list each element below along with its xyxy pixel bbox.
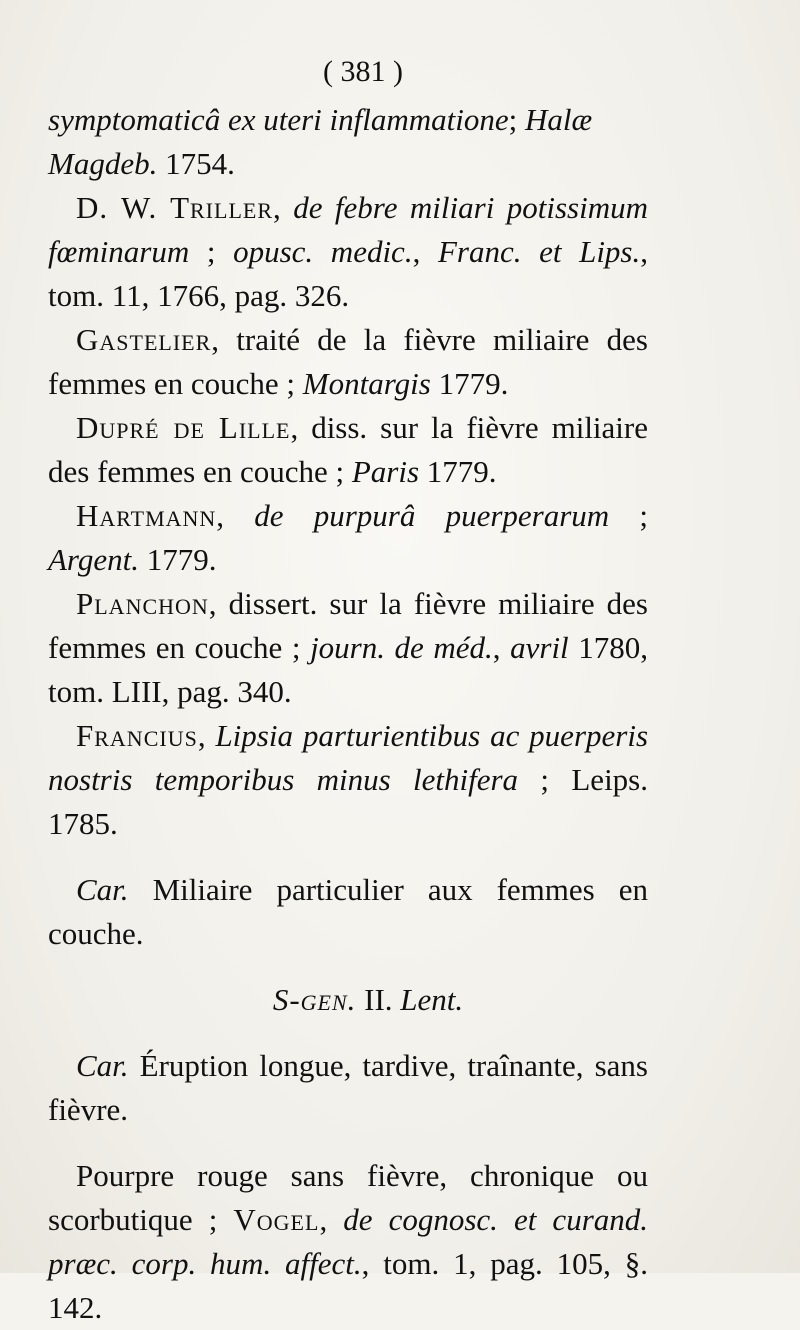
subgenus-label: S-gen. [272,982,357,1017]
character-paragraph: Car. Éruption longue, tardive, traînante, sans fièvre. [48,1048,648,1127]
place-text: Franc. et Lips. [437,234,641,269]
car-label: Car. [76,872,129,907]
place-text: Paris [351,454,420,489]
author-name: Gastelier [76,322,212,357]
place-text: Montargis [302,366,431,401]
character-paragraph: Car. Miliaire particulier aux femmes en couche. [48,872,648,951]
text-block [48,50,648,1330]
title-text: de febre miliari potissimum fœminarum [48,190,649,269]
spacer [48,846,648,868]
entry-planchon: Planchon, dissert. sur la fièvre miliaire des femmes en couche ; journ. de méd., avril 1780, tom. LIII, pag. 340. [48,586,649,709]
author-name: Planchon [76,586,209,621]
author-name: Francius [76,718,198,753]
subgenus-name: Lent. [400,982,464,1017]
author-name: Vogel [233,1202,320,1237]
title-text: de cognosc. et curand. præc. corp. hum. affect. [48,1202,649,1281]
spacer [48,1022,648,1044]
place-text: Halæ [525,102,593,137]
year-text: 1754. [157,146,235,181]
citation-text: , tom. 11, 1766, pag. 326. [48,234,648,313]
entry-triller: D. W. Triller, de febre miliari potissimum fœminarum ; opusc. medic., Franc. et Lips., tom. 11, 1766, pag. 326. [48,190,649,313]
title-text: Lipsia parturientibus ac puerperis nostris temporibus minus lethifera [48,718,649,797]
entry-pourpre: Pourpre rouge sans fièvre, chronique ou scorbutique ; Vogel, de cognosc. et curand. præc. corp. hum. affect., tom. 1, pag. 105, §. 142. [48,1158,649,1325]
author-name: Hartmann [76,498,217,533]
page-number: ( 381 ) [323,55,403,88]
title-text: symptomaticâ ex uteri inflammatione [48,102,509,137]
author-name: Dupré de Lille [76,410,291,445]
author-name: D. W. Triller [76,190,274,225]
entry-hartmann: Hartmann, de purpurâ puerperarum ; Argent. 1779. [48,498,648,577]
entry-francius: Francius, Lipsia parturientibus ac puerperis nostris temporibus minus lethifera ; Leips. 1785. [48,718,649,841]
spacer [48,1132,648,1154]
month-text: avril [510,630,569,665]
car-label: Car. [76,1048,129,1083]
place-text: Argent. [48,542,139,577]
title-text: opusc. medic. [233,234,413,269]
entry-continuation: symptomaticâ ex uteri inflammatione; Halæ Magdeb. 1754. [48,102,593,181]
section-heading: S-gen. II. Lent. [272,982,464,1017]
spacer [48,956,648,978]
entry-dupre: Dupré de Lille, diss. sur la fièvre miliaire des femmes en couche ; Paris 1779. [48,410,648,489]
entry-gastelier: Gastelier, traité de la fièvre miliaire des femmes en couche ; Montargis 1779. [48,322,648,401]
title-text: de purpurâ puerperarum [254,498,610,533]
journal-text: journ. de méd. [310,630,493,665]
place-text: Magdeb. [48,146,158,181]
